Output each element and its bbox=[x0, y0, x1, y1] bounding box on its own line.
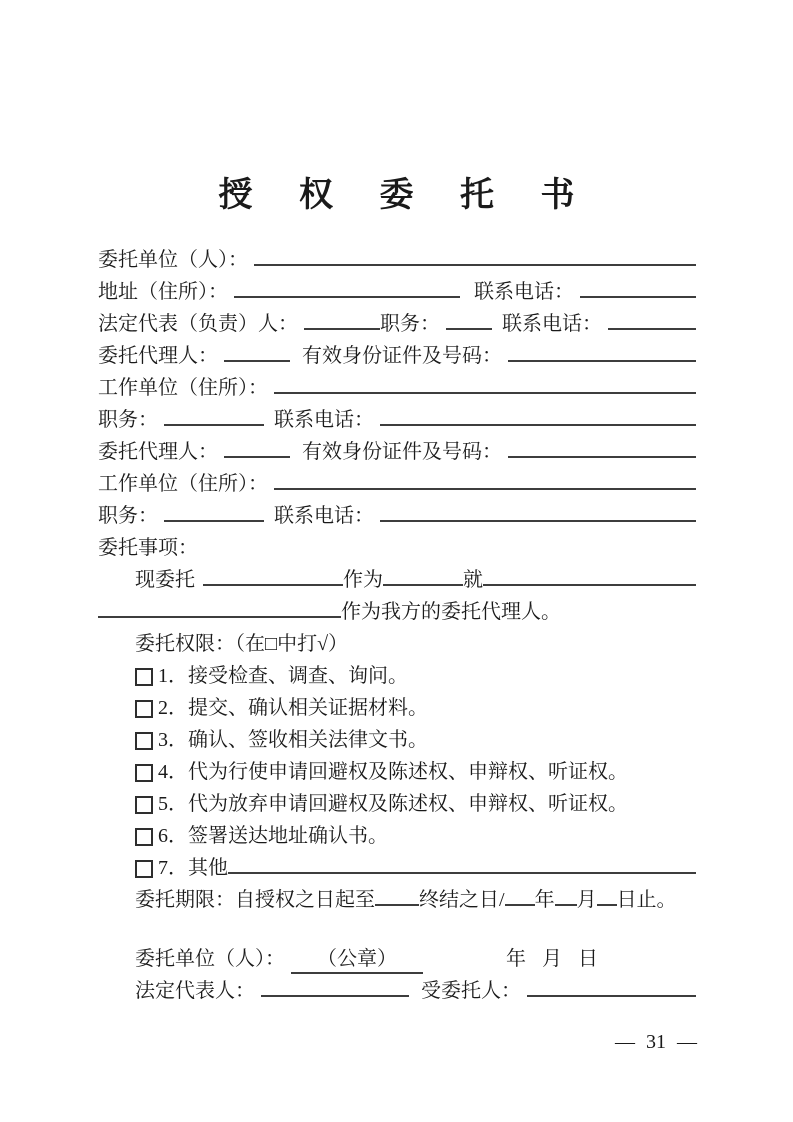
phone-blank-4 bbox=[380, 520, 696, 522]
position-blank-1 bbox=[164, 424, 264, 426]
position-label-1: 职务： bbox=[98, 409, 158, 431]
phone-blank-3 bbox=[380, 424, 696, 426]
entrust-name-blank bbox=[203, 584, 343, 586]
agent-row-2 bbox=[98, 436, 696, 468]
checkbox-icon bbox=[135, 700, 153, 718]
footer-left-dash: — bbox=[615, 1031, 635, 1053]
date-year-label: 年 bbox=[506, 948, 526, 970]
date-month-label: 月 bbox=[542, 948, 562, 970]
matters-row bbox=[98, 532, 696, 564]
authority-item-5-row bbox=[98, 788, 696, 820]
footer-right-dash: — bbox=[677, 1031, 697, 1053]
work-unit-blank-1 bbox=[274, 392, 696, 394]
checkbox-icon bbox=[135, 764, 153, 782]
work-unit-label-2: 工作单位（住所）： bbox=[98, 473, 268, 495]
agent-label-2: 委托代理人： bbox=[98, 441, 218, 463]
entrust-prefix-label: 现委托 bbox=[135, 569, 195, 591]
authority-item-7-label: 7．其他 bbox=[158, 857, 228, 879]
legal-rep-row bbox=[98, 308, 696, 340]
checkbox-icon bbox=[135, 668, 153, 686]
authority-item-3-label: 3．确认、签收相关法律文书。 bbox=[158, 729, 428, 751]
legal-rep-sign-label: 法定代表人： bbox=[135, 980, 255, 1002]
authority-item-7-row bbox=[98, 852, 696, 884]
signature-date bbox=[506, 943, 598, 975]
client-row bbox=[98, 244, 696, 276]
phone-label-2: 联系电话： bbox=[502, 313, 602, 335]
authority-item-4-row bbox=[98, 756, 696, 788]
duration-day-blank bbox=[597, 904, 617, 906]
id-blank-1 bbox=[508, 360, 696, 362]
work-unit-blank-2 bbox=[274, 488, 696, 490]
other-authority-blank bbox=[228, 872, 696, 874]
authority-item-6-row bbox=[98, 820, 696, 852]
agent-name-blank-2 bbox=[224, 456, 290, 458]
entrust-matter-blank bbox=[483, 584, 696, 586]
entrust-continuation-row bbox=[98, 596, 696, 628]
date-day-label: 日 bbox=[578, 948, 598, 970]
authority-item-1-row bbox=[98, 660, 696, 692]
client-label: 委托单位（人）： bbox=[98, 249, 248, 271]
form-body bbox=[98, 244, 696, 1007]
footer-page-number: 31 bbox=[646, 1031, 666, 1053]
duration-row bbox=[98, 884, 696, 916]
phone-label-1: 联系电话： bbox=[474, 281, 574, 303]
entrust-role-blank bbox=[383, 584, 463, 586]
work-unit-row-2 bbox=[98, 468, 696, 500]
checkbox-icon bbox=[135, 860, 153, 878]
authority-item-5-label: 5．代为放弃申请回避权及陈述权、申辩权、听证权。 bbox=[158, 793, 628, 815]
legal-rep-sign-blank bbox=[261, 995, 409, 997]
agent-row-1 bbox=[98, 340, 696, 372]
authority-item-1-label: 1．接受检查、调查、询问。 bbox=[158, 665, 408, 687]
id-label-1: 有效身份证件及号码： bbox=[302, 345, 502, 367]
checkbox-icon bbox=[135, 732, 153, 750]
sign-client-label: 委托单位（人）： bbox=[135, 948, 285, 970]
work-unit-row-1 bbox=[98, 372, 696, 404]
position-blank-2 bbox=[164, 520, 264, 522]
authority-item-2-row bbox=[98, 692, 696, 724]
entrust-regarding-label: 就 bbox=[463, 569, 483, 591]
position-label-2: 职务： bbox=[98, 505, 158, 527]
authority-item-4-label: 4．代为行使申请回避权及陈述权、申辩权、听证权。 bbox=[158, 761, 628, 783]
phone-label-4: 联系电话： bbox=[274, 505, 374, 527]
attorney-sign-blank bbox=[527, 995, 696, 997]
entrust-suffix-label: 作为我方的委托代理人。 bbox=[341, 601, 561, 623]
authority-item-6-label: 6．签署送达地址确认书。 bbox=[158, 825, 388, 847]
authority-header-row bbox=[98, 628, 696, 660]
authority-item-3-row bbox=[98, 724, 696, 756]
position-blank-0 bbox=[446, 328, 492, 330]
legal-rep-label: 法定代表（负责）人： bbox=[98, 313, 298, 335]
position-phone-row-1 bbox=[98, 404, 696, 436]
address-row bbox=[98, 276, 696, 308]
entrust-as-label: 作为 bbox=[343, 569, 383, 591]
work-unit-label-1: 工作单位（住所）： bbox=[98, 377, 268, 399]
signature-row bbox=[98, 943, 696, 975]
address-blank bbox=[234, 296, 460, 298]
phone-blank-2 bbox=[608, 328, 696, 330]
phone-label-3: 联系电话： bbox=[274, 409, 374, 431]
duration-prefix-label: 委托期限：自授权之日起至 bbox=[135, 889, 375, 911]
id-label-2: 有效身份证件及号码： bbox=[302, 441, 502, 463]
authority-item-2-label: 2．提交、确认相关证据材料。 bbox=[158, 697, 428, 719]
position-label-0: 职务： bbox=[380, 313, 440, 335]
checkbox-icon bbox=[135, 796, 153, 814]
entrust-matter-blank-2 bbox=[98, 616, 341, 618]
duration-end-label: 日止。 bbox=[616, 889, 677, 911]
duration-month-label: 月 bbox=[576, 889, 597, 911]
matters-label: 委托事项： bbox=[98, 537, 198, 559]
agent-label-1: 委托代理人： bbox=[98, 345, 218, 367]
checkbox-icon bbox=[135, 828, 153, 846]
legal-rep-blank bbox=[304, 328, 380, 330]
phone-blank-1 bbox=[580, 296, 696, 298]
entrust-row bbox=[98, 564, 696, 596]
signatories-row bbox=[98, 975, 696, 1007]
seal-blank: （公章） bbox=[291, 946, 423, 974]
duration-mid-label: 终结之日/ bbox=[419, 889, 505, 911]
authority-header-label: 委托权限：（在□中打√） bbox=[135, 633, 349, 655]
duration-year-label: 年 bbox=[534, 889, 555, 911]
agent-name-blank-1 bbox=[224, 360, 290, 362]
page-footer bbox=[615, 1031, 697, 1054]
attorney-label: 受委托人： bbox=[421, 980, 521, 1002]
client-name-blank bbox=[254, 264, 696, 266]
position-phone-row-2 bbox=[98, 500, 696, 532]
address-label: 地址（住所）： bbox=[98, 281, 228, 303]
duration-year-blank bbox=[505, 904, 535, 906]
page-title: 授 权 委 托 书 bbox=[218, 177, 594, 214]
id-blank-2 bbox=[508, 456, 696, 458]
duration-month-blank bbox=[555, 904, 577, 906]
duration-blank-1 bbox=[375, 904, 419, 906]
